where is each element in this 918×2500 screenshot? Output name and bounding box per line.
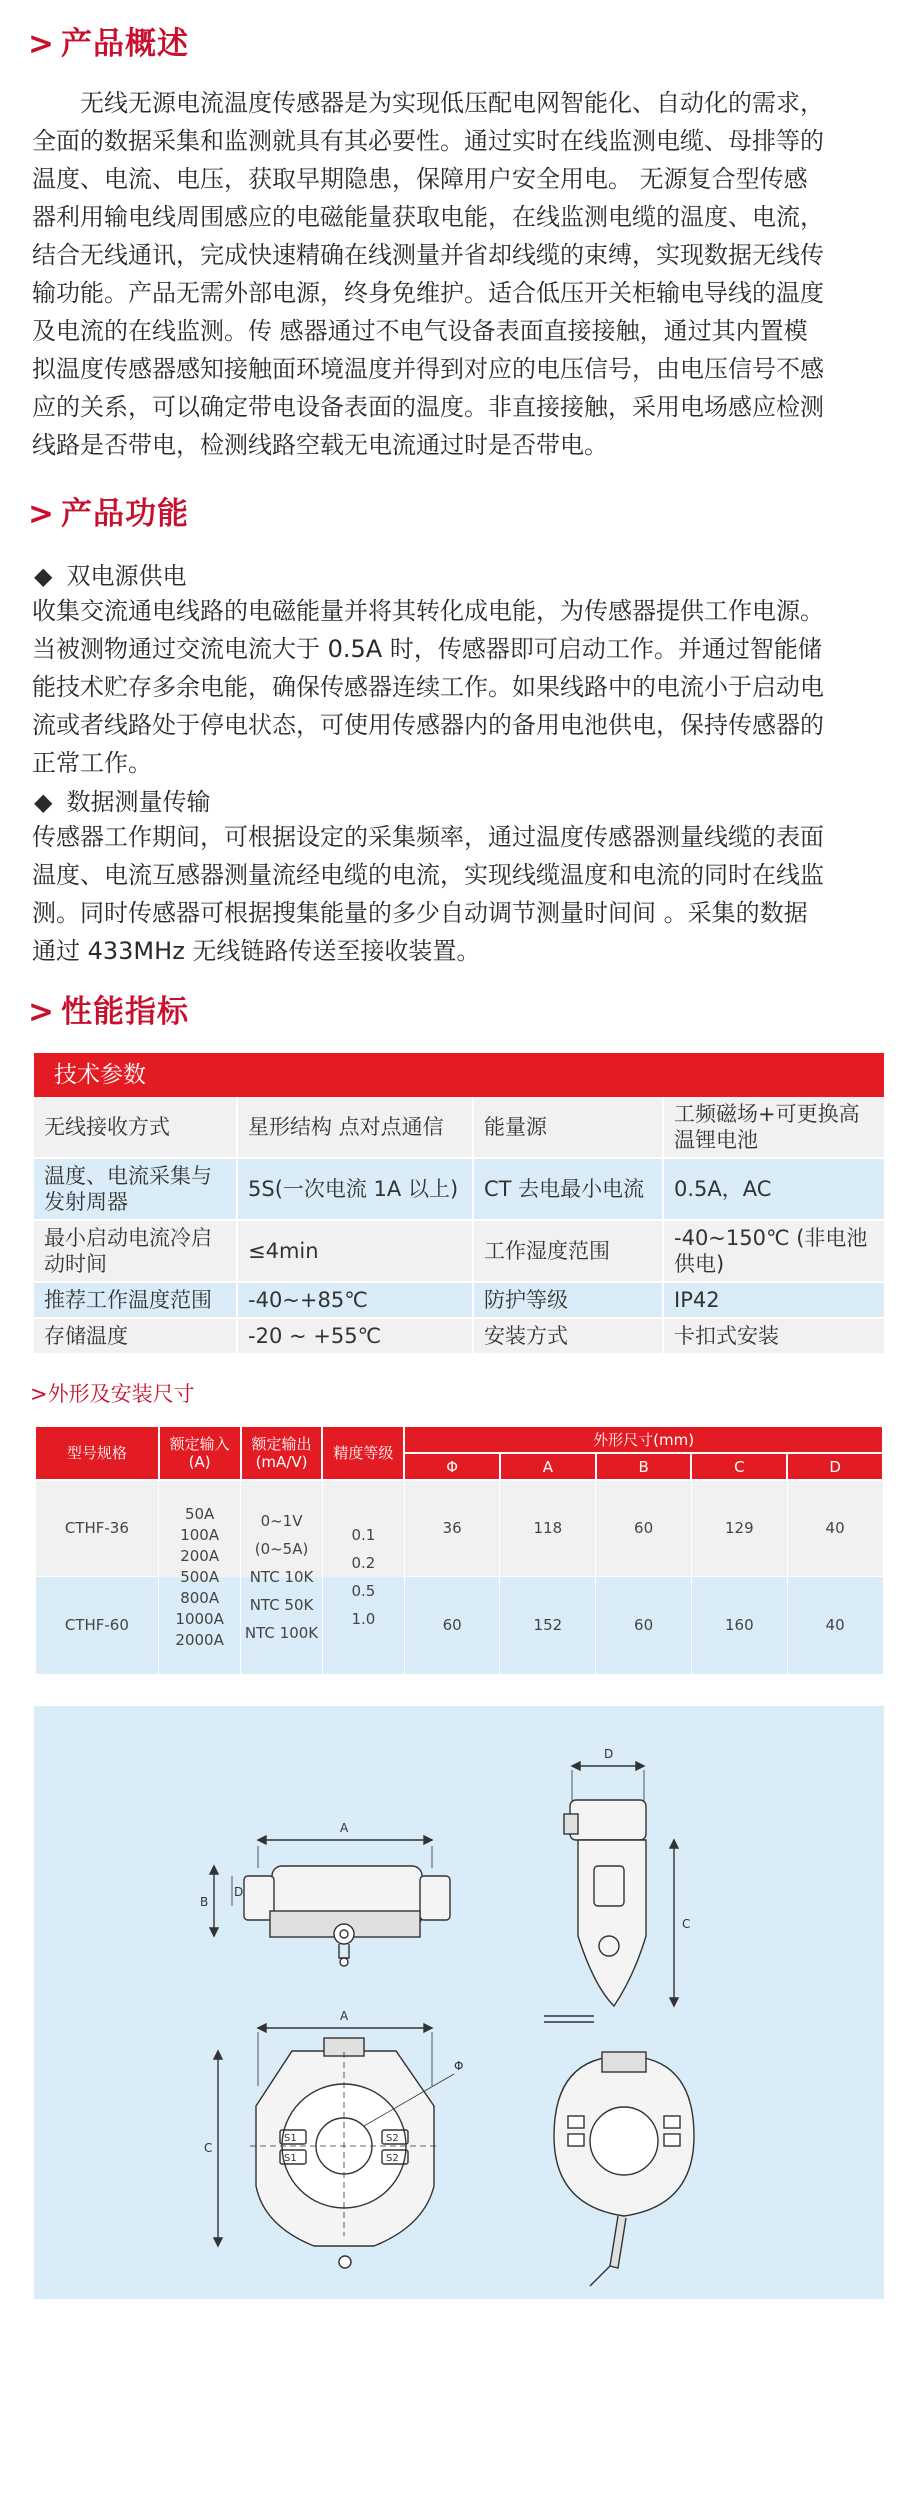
spec-table [34, 1053, 884, 1355]
function-item1-heading: ◆ 双电源供电 [34, 562, 187, 590]
sensor-perspective-view [554, 2052, 694, 2286]
spec-row [34, 1283, 884, 1319]
spec-key: 能量源 [474, 1097, 664, 1157]
spec-value: 卡扣式安装 [664, 1319, 884, 1353]
cell-a: 118 [500, 1480, 596, 1576]
header-accuracy: 精度等级 [322, 1426, 404, 1480]
label-s2: S2 [386, 2153, 399, 2164]
installation-drawing [34, 1706, 884, 2299]
spec-row [34, 1097, 884, 1159]
spec-key: 工作湿度范围 [474, 1221, 664, 1281]
cell-model: CTHF-36 [35, 1480, 159, 1576]
label-a-top: A [340, 1821, 349, 1835]
label-s2: S2 [386, 2133, 399, 2144]
overview-paragraph: 无线无源电流温度传感器是为实现低压配电网智能化、自动化的需求， [80, 89, 824, 117]
header-b: B [596, 1453, 692, 1480]
overview-title: > 产品概述 [28, 26, 189, 62]
spec-value: -40~+85℃ [238, 1283, 474, 1317]
spec-value: IP42 [664, 1283, 884, 1317]
header-c: C [691, 1453, 787, 1480]
function-title: > 产品功能 [28, 496, 189, 532]
spec-key: 存储温度 [34, 1319, 238, 1353]
spec-key: 温度、电流采集与发射周器 [34, 1159, 238, 1219]
spec-key: 防护等级 [474, 1283, 664, 1317]
sensor-front-view [210, 1836, 450, 1966]
label-s1: S1 [284, 2133, 297, 2144]
header-phi: Φ [404, 1453, 500, 1480]
cell-b: 60 [596, 1576, 692, 1674]
spec-key: 无线接收方式 [34, 1097, 238, 1157]
label-a-bottom: A [340, 2009, 349, 2023]
spec-value: 工频磁场+可更换高温锂电池 [664, 1097, 884, 1157]
cell-rated-inputs: 50A 100A 200A 500A 800A 1000A 2000A [159, 1480, 241, 1674]
label-c-front: C [204, 2141, 213, 2155]
cell-accuracies: 0.1 0.2 0.5 1.0 [322, 1480, 404, 1674]
spec-value: -20 ~ +55℃ [238, 1319, 474, 1353]
spec-key: 安装方式 [474, 1319, 664, 1353]
label-phi: Φ [454, 2059, 464, 2073]
function-item2-text: 传感器工作期间，可根据设定的采集频率，通过温度传感器测量线缆的表面 温度、电流互感器测量流经电缆的电流，实现线缆温度和电流的同时在线监 测。同时传感器可根据搜集能量的多少自动调节测量时间间 。采集的数据 通过 433MHz 无线链路传送至接收装置。 [32, 823, 824, 965]
label-b: B [200, 1895, 209, 1909]
header-rated-output: 额定输出(mA/V) [241, 1426, 323, 1480]
spec-value: 0.5A，AC [664, 1159, 884, 1219]
cell-c: 129 [691, 1480, 787, 1576]
sensor-side-view [544, 1762, 678, 2022]
header-d: D [787, 1453, 883, 1480]
function-item1-text: 收集交流通电线路的电磁能量并将其转化成电能，为传感器提供工作电源。 当被测物通过交流电流大于 0.5A 时，传感器即可启动工作。并通过智能储 能技术贮存多余电能，确保传感器连续工作。如果线路中的电流小于启动电 流或者线路处于停电状态，可使用传感器内的备用电池供电，保持传感器的 正常工作。 [32, 597, 824, 777]
header-a: A [500, 1453, 596, 1480]
cell-model: CTHF-60 [35, 1576, 159, 1674]
spec-table-header: 技术参数 [34, 1053, 884, 1097]
performance-title: > 性能指标 [28, 994, 189, 1030]
cell-c: 160 [691, 1576, 787, 1674]
cell-phi: 60 [404, 1576, 500, 1674]
function-item2-heading: ◆ 数据测量传输 [34, 788, 211, 816]
diamond-bullet-icon: ◆ [34, 562, 53, 590]
dimension-table [34, 1425, 884, 1675]
spec-key: 推荐工作温度范围 [34, 1283, 238, 1317]
spec-value: ≤4min [238, 1221, 474, 1281]
spec-row [34, 1221, 884, 1283]
header-outer-size: 外形尺寸(mm) [404, 1426, 883, 1453]
cell-rated-outputs: 0~1V (0~5A) NTC 10K NTC 50K NTC 100K [241, 1480, 323, 1674]
header-model: 型号规格 [35, 1426, 159, 1480]
spec-row [34, 1159, 884, 1221]
label-c-side: C [682, 1917, 691, 1931]
spec-key: CT 去电最小电流 [474, 1159, 664, 1219]
cell-d: 40 [787, 1480, 883, 1576]
label-d-small: D [234, 1885, 244, 1899]
sensor-ring-front-view [214, 2024, 454, 2268]
label-d: D [604, 1747, 614, 1761]
cell-phi: 36 [404, 1480, 500, 1576]
header-rated-input: 额定输入(A) [159, 1426, 241, 1480]
spec-value: 星形结构 点对点通信 [238, 1097, 474, 1157]
spec-row [34, 1319, 884, 1355]
diamond-bullet-icon: ◆ [34, 788, 53, 816]
cell-b: 60 [596, 1480, 692, 1576]
cell-d: 40 [787, 1576, 883, 1674]
dimensions-title: >外形及安装尺寸 [30, 1382, 195, 1406]
cell-a: 152 [500, 1576, 596, 1674]
spec-value: 5S(一次电流 1A 以上) [238, 1159, 474, 1219]
label-s1: S1 [284, 2153, 297, 2164]
overview-paragraph-body: 全面的数据采集和监测就具有其必要性。通过实时在线监测电缆、母排等的 温度、电流、电压，获取早期隐患，保障用户安全用电。 无源复合型传感 器利用输电线周围感应的电磁能量获取电能，在线监测电缆的温度、电流， 结合无线通讯，完成快速精确在线测量并省却线缆的束缚，实现数据无线传 输功能。产品无需外部电源，终身免维护。适合低压开关柜输电导线的温度 及电流的在线监测。传 感器通过不电气设备表面直接接触，通过其内置模 拟温度传感器感知接触面环境温度并得到对应的电压信号，由电压信号不感 应的关系，可以确定带电设备表面的温度。非直接接触，采用电场感应检测 线路是否带电，检测线路空载无电流通过时是否带电。 [32, 127, 824, 459]
spec-value: -40~150℃ (非电池供电) [664, 1221, 884, 1281]
spec-key: 最小启动电流冷启动时间 [34, 1221, 238, 1281]
